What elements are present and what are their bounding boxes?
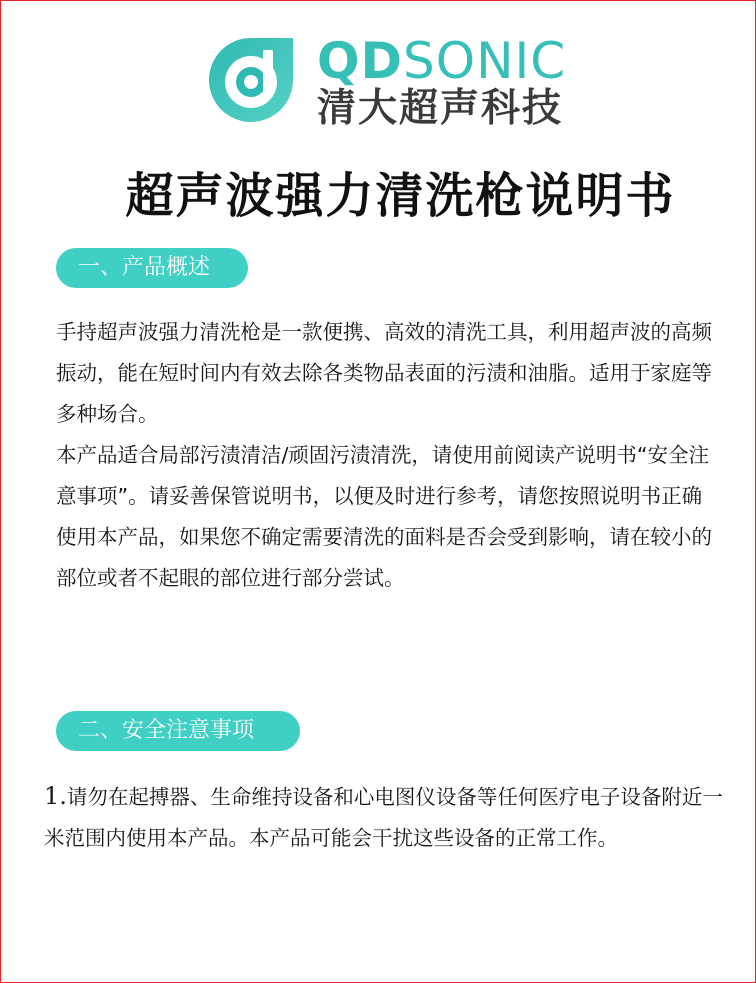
section-heading-overview: 一、产品概述 [56, 248, 248, 288]
overview-paragraph: 本产品适合局部污渍清洁/顽固污渍清洗，请使用前阅读产说明书“安全注意事项”。请妥善保管说明书，以便及时进行参考，请您按照说明书正确使用本产品，如果您不确定需要清洗的面料是否会受到影响，请在较小的部位或者不起眼的部位进行部分尝试。 [56, 443, 712, 590]
safety-text [44, 776, 724, 859]
overview-text [56, 312, 721, 599]
brand-name [317, 32, 567, 90]
company-logo [207, 32, 567, 131]
brand-name-bold: QD [317, 32, 404, 90]
brand-name-light: SONIC [403, 32, 567, 90]
brand-chinese-name: 清大超声科技 [317, 86, 564, 131]
safety-item-number: 1. [44, 782, 67, 810]
safety-item-text: 请勿在起搏器、生命维持设备和心电图仪设备等任何医疗电子设备附近一米范围内使用本产品。本产品可能会干扰这些设备的正常工作。 [44, 785, 723, 850]
document-title: 超声波强力清洗枪说明书 [125, 168, 676, 224]
section-heading-safety: 二、安全注意事项 [56, 711, 300, 751]
overview-paragraph: 手持超声波强力清洗枪是一款便携、高效的清洗工具，利用超声波的高频振动，能在短时间内有效去除各类物品表面的污渍和油脂。适用于家庭等多种场合。 [56, 320, 712, 426]
safety-item [44, 776, 724, 859]
qdsonic-logo-icon [207, 36, 295, 124]
